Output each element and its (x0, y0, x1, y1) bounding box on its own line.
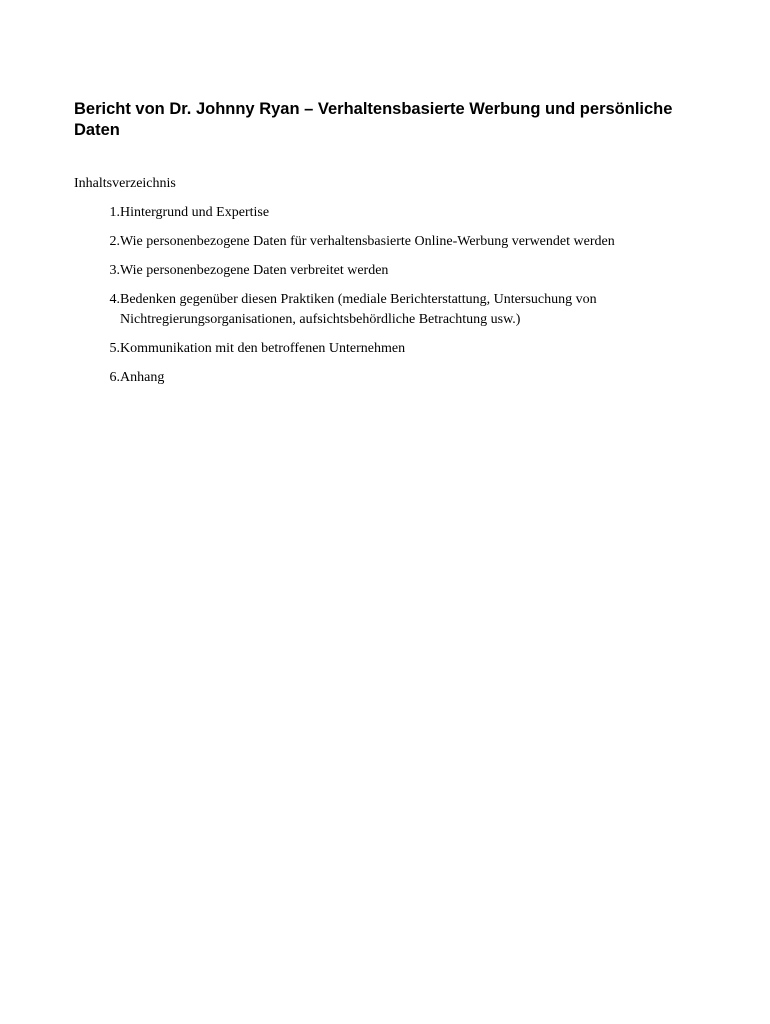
toc-item-text: Bedenken gegenüber diesen Praktiken (mediale Berichterstattung, Untersuchung von Nichtregierungsorganisationen, aufsichtsbehördliche Betrachtung usw.) (120, 292, 597, 327)
toc-item-text: Wie personenbezogene Daten verbreitet werden (120, 263, 389, 278)
table-of-contents (74, 203, 694, 397)
toc-item-number: 2. (109, 234, 120, 249)
toc-item-number: 3. (109, 263, 120, 278)
toc-item-number: 4. (109, 292, 120, 307)
toc-item (74, 261, 694, 281)
document-title: Bericht von Dr. Johnny Ryan – Verhaltensbasierte Werbung und persönliche Daten (74, 100, 673, 139)
toc-item (74, 339, 694, 359)
toc-item-number: 5. (109, 341, 120, 356)
toc-item-text: Kommunikation mit den betroffenen Unternehmen (120, 341, 406, 356)
toc-item-number: 6. (109, 370, 120, 385)
toc-item-number: 1. (109, 205, 120, 220)
toc-item (74, 203, 694, 223)
toc-item (74, 368, 694, 388)
toc-item-text: Anhang (120, 370, 165, 385)
toc-item-text: Wie personenbezogene Daten für verhaltensbasierte Online-Werbung verwendet werden (120, 234, 615, 249)
toc-item-text: Hintergrund und Expertise (120, 205, 270, 220)
toc-item (74, 232, 694, 252)
toc-heading: Inhaltsverzeichnis (74, 176, 176, 191)
toc-item (74, 290, 694, 330)
